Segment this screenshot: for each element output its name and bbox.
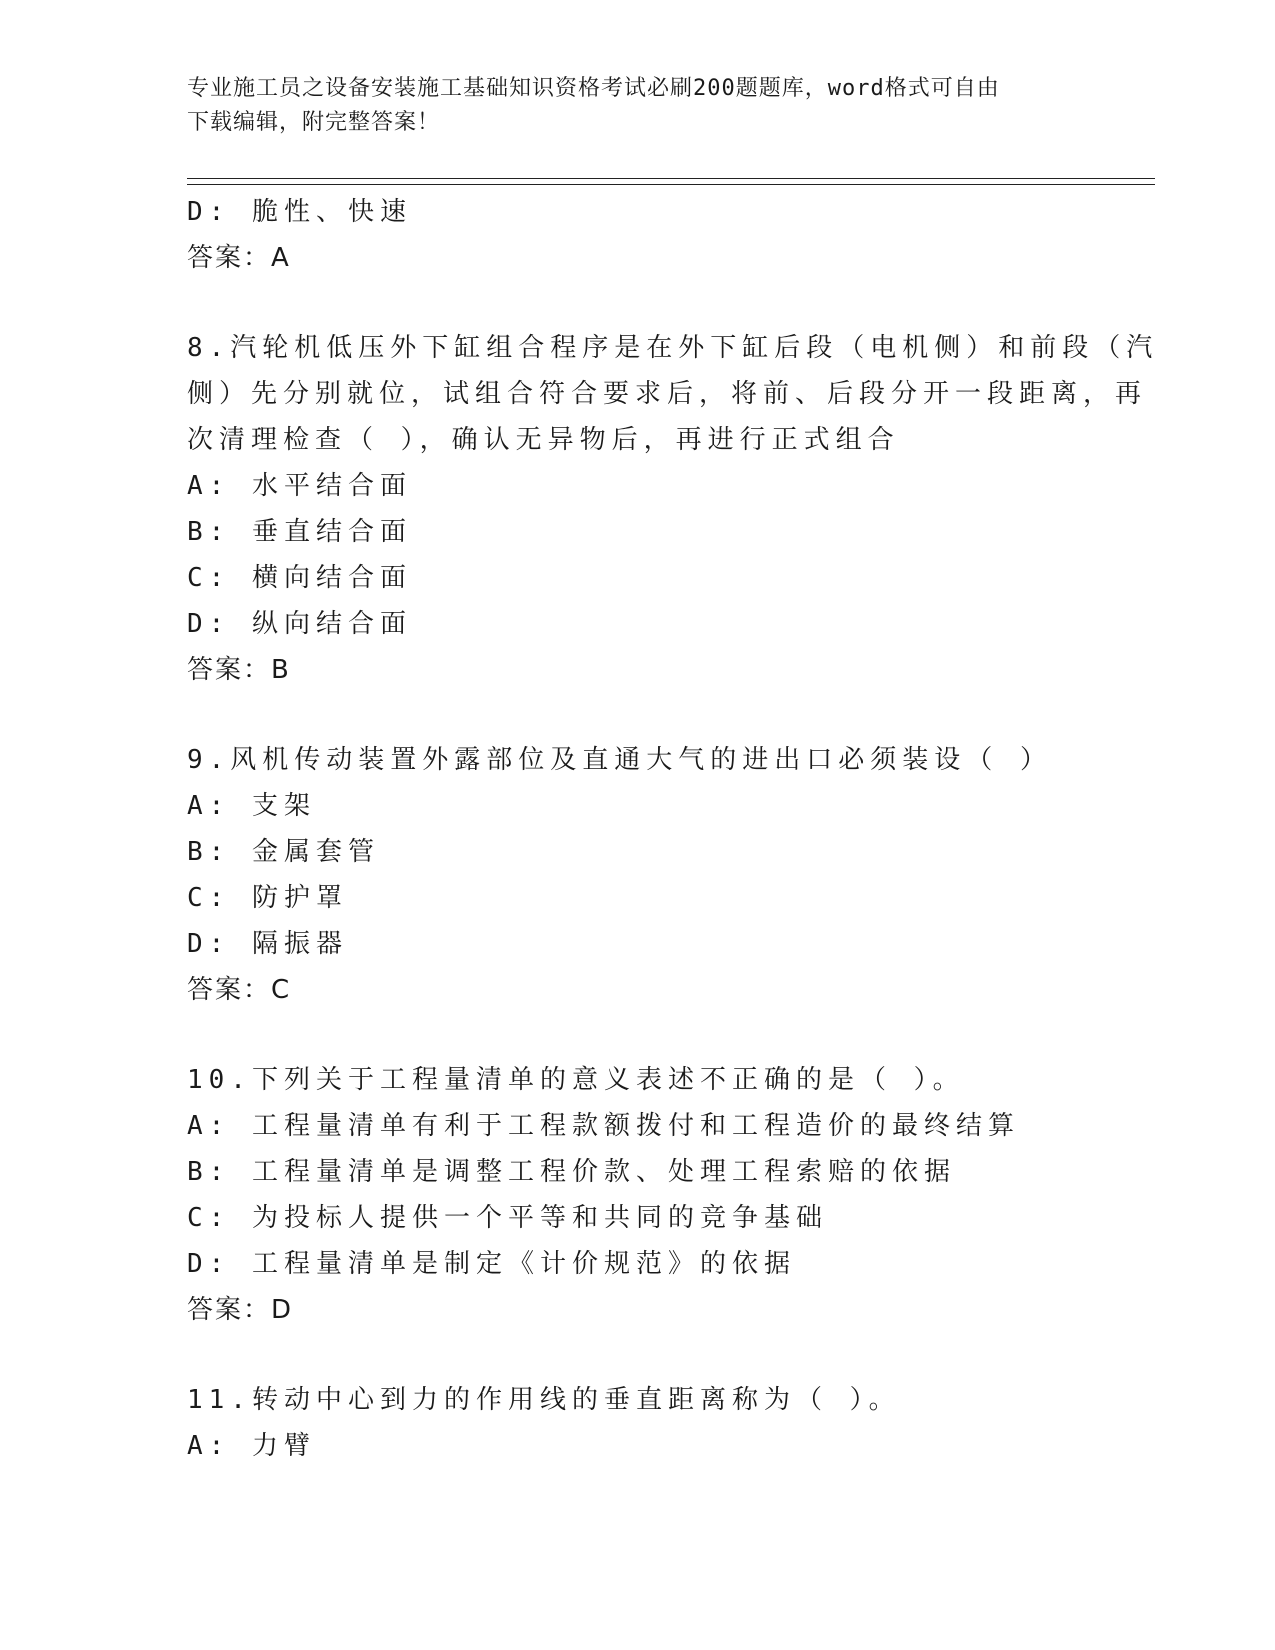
question-text-line: 次清理检查（ ），确认无异物后，再进行正式组合	[187, 425, 900, 455]
question-text-line: 9.风机传动装置外露部位及直通大气的进出口必须装设（ ）	[187, 745, 1052, 775]
question-text-line: 11.转动中心到力的作用线的垂直距离称为（ ）。	[187, 1385, 901, 1415]
option-c: C: 横向结合面	[187, 563, 412, 593]
question-8	[187, 325, 1159, 693]
question-10	[187, 1057, 1087, 1333]
option-b: B: 工程量清单是调整工程价款、处理工程索赔的依据	[187, 1157, 956, 1187]
option-a: A: 支架	[187, 791, 316, 821]
question-content	[187, 189, 1159, 1469]
header-line-1: 专业施工员之设备安装施工基础知识资格考试必刷200题题库，word格式可自由	[187, 76, 1000, 101]
answer-line: 答案：A	[187, 243, 291, 273]
option-c: C: 为投标人提供一个平等和共同的竞争基础	[187, 1203, 828, 1233]
question-text-line: 10.下列关于工程量清单的意义表述不正确的是（ ）。	[187, 1065, 965, 1095]
option-b: B: 垂直结合面	[187, 517, 412, 547]
option-c: C: 防护罩	[187, 883, 348, 913]
option-a: A: 工程量清单有利于工程款额拨付和工程造价的最终结算	[187, 1111, 1020, 1141]
answer-line: 答案：B	[187, 655, 291, 685]
header-divider-bottom	[187, 184, 1155, 185]
option-d: D: 纵向结合面	[187, 609, 412, 639]
option-d: D: 隔振器	[187, 929, 348, 959]
header-divider-top	[187, 178, 1155, 179]
document-header	[187, 72, 1087, 140]
option-d: D: 工程量清单是制定《计价规范》的依据	[187, 1249, 796, 1279]
answer-line: 答案：C	[187, 975, 292, 1005]
option-b: B: 金属套管	[187, 837, 380, 867]
question-text-line: 8.汽轮机低压外下缸组合程序是在外下缸后段（电机侧）和前段（汽	[187, 333, 1159, 363]
question-11	[187, 1377, 1087, 1469]
question-9	[187, 737, 1087, 1013]
question-text-line: 侧）先分别就位，试组合符合要求后，将前、后段分开一段距离，再	[187, 379, 1148, 409]
option-d: D: 脆性、快速	[187, 197, 412, 227]
option-a: A: 水平结合面	[187, 471, 412, 501]
answer-line: 答案：D	[187, 1295, 294, 1325]
header-line-2: 下载编辑，附完整答案！	[187, 110, 441, 135]
option-a: A: 力臂	[187, 1431, 316, 1461]
